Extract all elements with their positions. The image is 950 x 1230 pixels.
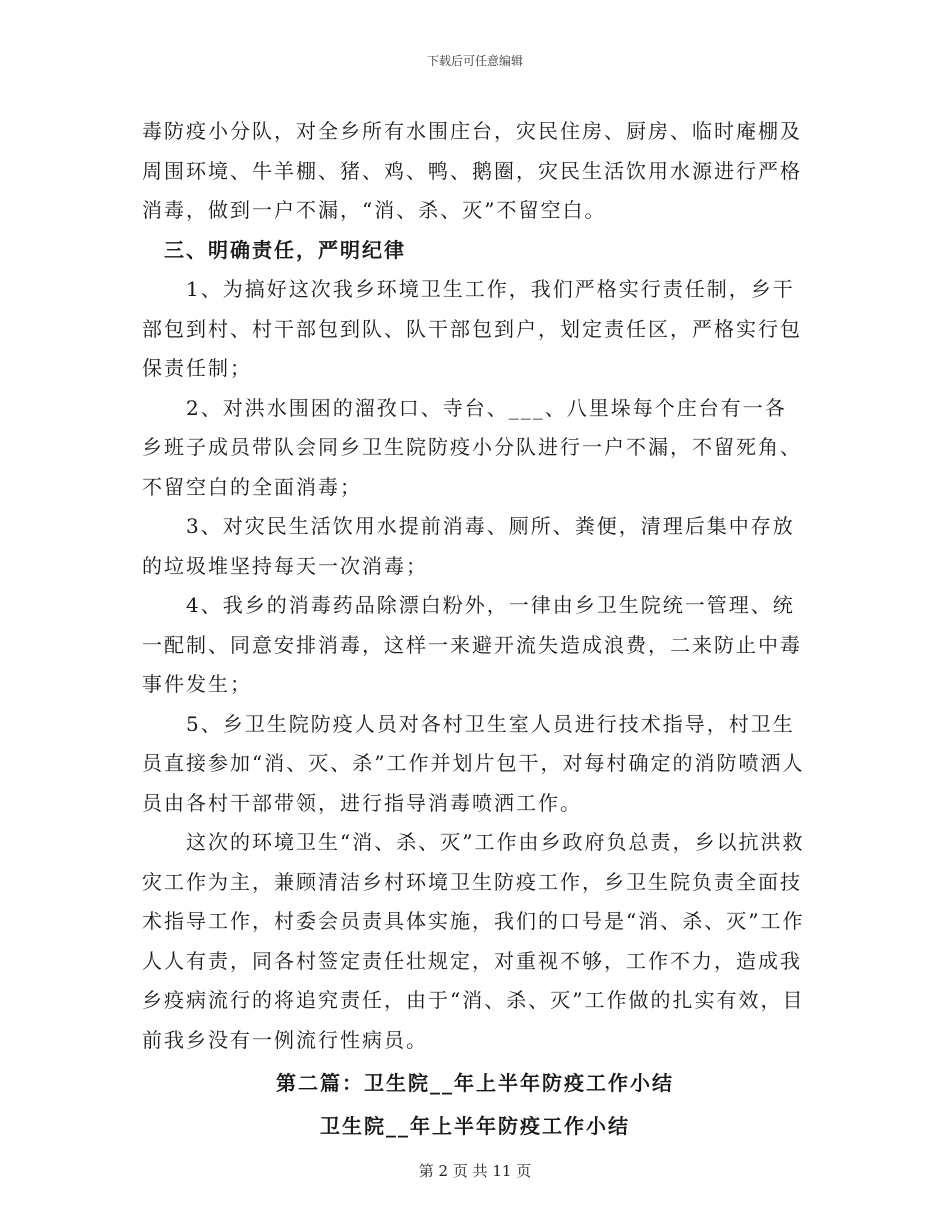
- list-item-4: 4、我乡的消毒药品除漂白粉外，一律由乡卫生院统一管理、统一配制、同意安排消毒，这样一来避开流失造成浪费，二来防止中毒事件发生；: [142, 593, 802, 696]
- page-header-note: 下载后可任意编辑: [426, 54, 523, 68]
- chapter-title: 卫生院__年上半年防疫工作小结: [320, 1113, 630, 1138]
- paragraph-intro: 毒防疫小分队，对全乡所有水围庄台，灾民住房、厨房、临时庵棚及周围环境、牛羊棚、猪、鸡、鸭、鹅圈，灾民生活饮用水源进行严格消毒，做到一户不漏，“消、杀、灭”不留空白。: [142, 119, 802, 222]
- document-body: [142, 112, 808, 1146]
- paragraph-summary: 这次的环境卫生“消、杀、灭”工作由乡政府负总责，乡以抗洪救灾工作为主，兼顾清洁乡村环境卫生防疫工作，乡卫生院负责全面技术指导工作，村委会员责具体实施，我们的口号是“消、杀、灭”工作人人有责，同各村签定责任壮规定，对重视不够，工作不力，造成我乡疫病流行的将追究责任，由于“消、杀、灭”工作做的扎实有效，目前我乡没有一例流行性病员。: [142, 830, 805, 1052]
- list-item-2: 2、对洪水围困的溜孜口、寺台、___、八里垛每个庄台有一各乡班子成员带队会同乡卫生院防疫小分队进行一户不漏，不留死角、不留空白的全面消毒；: [142, 395, 802, 499]
- section-heading: 三、明确责任，严明纪律: [164, 237, 406, 262]
- page-number: 第 2 页 共 11 页: [418, 1162, 532, 1180]
- chapter-heading: 第二篇：卫生院__年上半年防疫工作小结: [276, 1071, 674, 1095]
- list-item-1: 1、为搞好这次我乡环境卫生工作，我们严格实行责任制，乡干部包到村、村干部包到队、队干部包到户，划定责任区，严格实行包保责任制；: [142, 277, 802, 380]
- list-item-5: 5、乡卫生院防疫人员对各村卫生室人员进行技术指导，村卫生员直接参加“消、灭、杀”工作并划片包干，对每村确定的消防喷洒人员由各村干部带领，进行指导消毒喷洒工作。: [142, 711, 805, 815]
- list-item-3: 3、对灾民生活饮用水提前消毒、厕所、粪便，清理后集中存放的垃圾堆坚持每天一次消毒；: [142, 514, 795, 578]
